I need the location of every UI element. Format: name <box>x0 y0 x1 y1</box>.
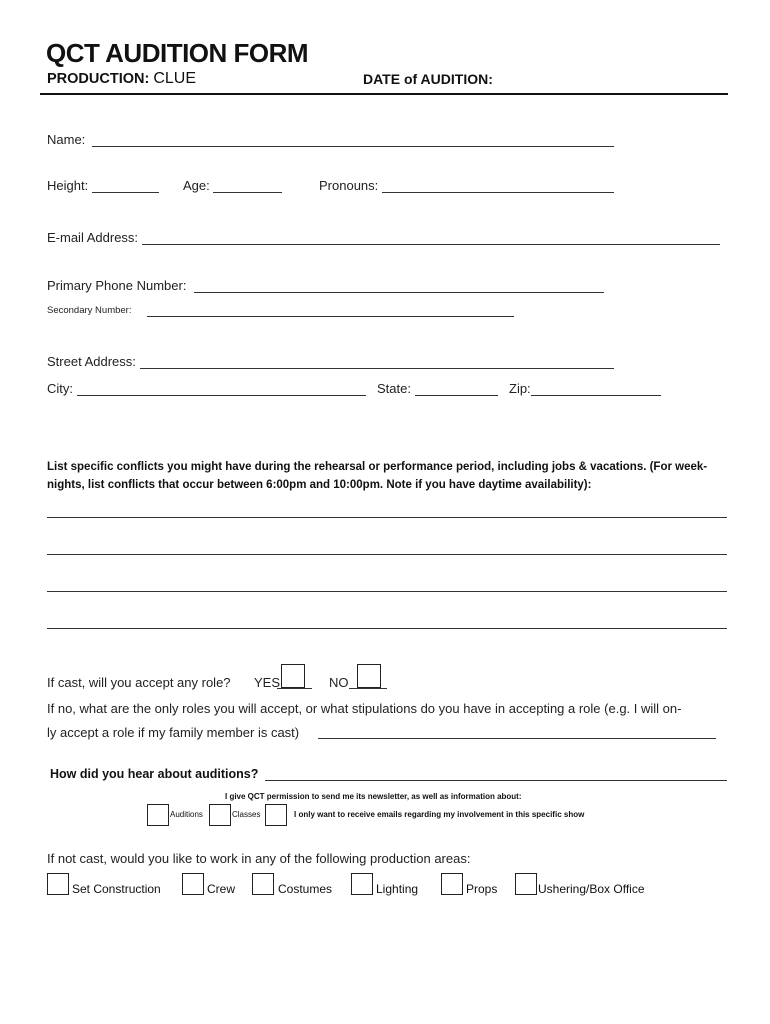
no-checkbox[interactable] <box>357 664 381 688</box>
height-field[interactable] <box>92 192 159 193</box>
city-field[interactable] <box>77 395 366 396</box>
state-field[interactable] <box>415 395 498 396</box>
production-label-text: PRODUCTION: <box>47 71 150 87</box>
production-label <box>47 70 196 88</box>
zip-label: Zip: <box>509 381 531 396</box>
props-label: Props <box>466 882 498 896</box>
primary-phone-label: Primary Phone Number: <box>47 278 187 293</box>
pronouns-label: Pronouns: <box>319 178 379 193</box>
yes-underline <box>277 688 312 689</box>
email-label: E-mail Address: <box>47 230 139 245</box>
crew-label: Crew <box>207 882 236 896</box>
name-field[interactable] <box>92 146 614 147</box>
stipulation-text-line-1: If no, what are the only roles you will accept, or what stipulations do you have in accepting a role (e.g. I will on- <box>47 701 682 716</box>
email-field[interactable] <box>142 244 720 245</box>
ushering-box-office-label: Ushering/Box Office <box>538 882 645 896</box>
zip-field[interactable] <box>531 395 661 396</box>
production-areas-question: If not cast, would you like to work in any of the following production areas: <box>47 851 471 866</box>
state-label: State: <box>377 381 411 396</box>
props-checkbox[interactable] <box>441 873 463 895</box>
name-label: Name: <box>47 132 86 147</box>
accept-role-question: If cast, will you accept any role? <box>47 675 231 690</box>
classes-label: Classes <box>232 810 261 819</box>
set-construction-label: Set Construction <box>72 882 161 896</box>
newsletter-permission-text: I give QCT permission to send me its newsletter, as well as information about: <box>225 792 522 801</box>
auditions-label: Auditions <box>170 810 203 819</box>
production-value: CLUE <box>153 70 197 87</box>
stipulation-field[interactable] <box>318 738 716 739</box>
ushering-box-office-checkbox[interactable] <box>515 873 537 895</box>
lighting-label: Lighting <box>376 882 419 896</box>
specific-show-label: I only want to receive emails regarding my involvement in this specific show <box>294 810 585 819</box>
crew-checkbox[interactable] <box>182 873 204 895</box>
no-label: NO <box>329 675 349 690</box>
costumes-label: Costumes <box>278 882 333 896</box>
classes-checkbox[interactable] <box>209 804 231 826</box>
conflicts-line-4[interactable] <box>47 628 727 629</box>
secondary-phone-label: Secondary Number: <box>47 305 132 316</box>
primary-phone-field[interactable] <box>194 292 604 293</box>
age-field[interactable] <box>213 192 282 193</box>
header-divider <box>40 93 728 95</box>
secondary-phone-field[interactable] <box>147 316 514 317</box>
auditions-checkbox[interactable] <box>147 804 169 826</box>
conflicts-line-2[interactable] <box>47 554 727 555</box>
conflicts-prompt: List specific conflicts you might have during the rehearsal or performance period, including jobs & vacations. (For week-nights, list conflicts that occur between 6:00pm and 10:00pm. Note if you have daytime availability): <box>47 461 708 491</box>
form-title: QCT AUDITION FORM <box>46 38 309 68</box>
age-label: Age: <box>183 178 210 193</box>
set-construction-checkbox[interactable] <box>47 873 69 895</box>
no-underline <box>349 688 387 689</box>
stipulation-text-line-2: ly accept a role if my family member is cast) <box>47 725 300 740</box>
conflicts-line-3[interactable] <box>47 591 727 592</box>
hear-about-question: How did you hear about auditions? <box>50 767 259 781</box>
conflicts-line-1[interactable] <box>47 517 727 518</box>
yes-label: YES <box>254 675 281 690</box>
specific-show-checkbox[interactable] <box>265 804 287 826</box>
lighting-checkbox[interactable] <box>351 873 373 895</box>
street-address-label: Street Address: <box>47 354 136 369</box>
city-label: City: <box>47 381 73 396</box>
height-label: Height: <box>47 178 89 193</box>
hear-about-field[interactable] <box>265 780 727 781</box>
yes-checkbox[interactable] <box>281 664 305 688</box>
street-address-field[interactable] <box>140 368 614 369</box>
costumes-checkbox[interactable] <box>252 873 274 895</box>
date-of-audition-label: DATE of AUDITION: <box>363 71 493 87</box>
pronouns-field[interactable] <box>382 192 614 193</box>
